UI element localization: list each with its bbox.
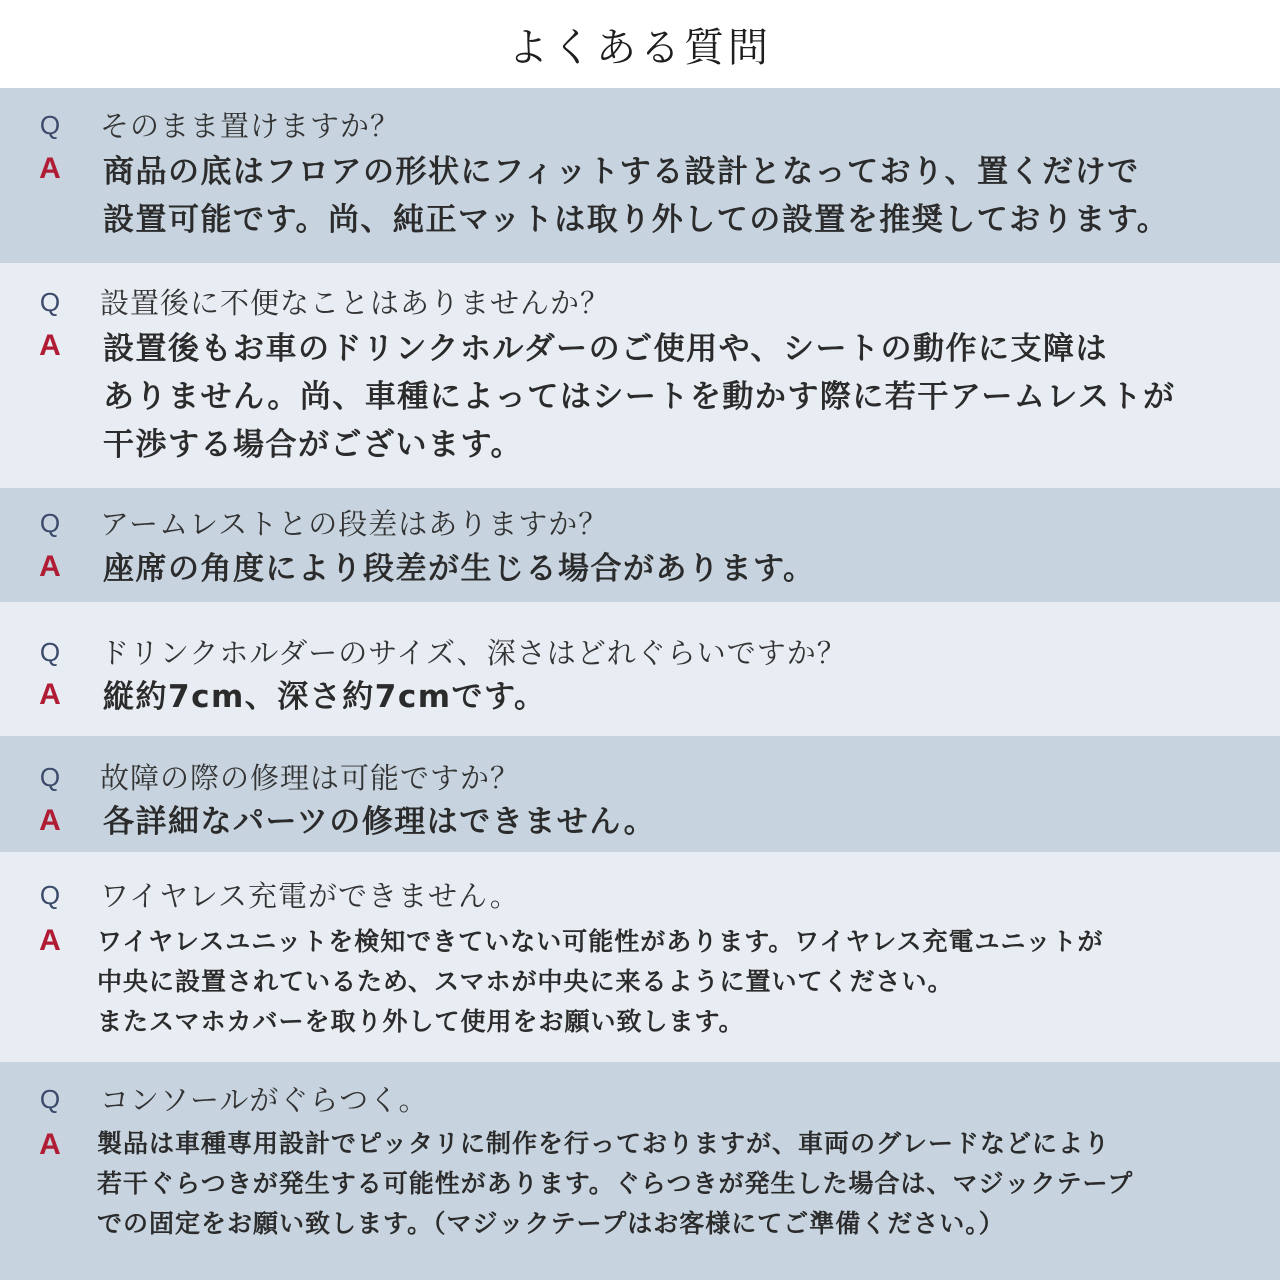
a-marker: A <box>39 924 61 957</box>
answer-line: 座席の角度により段差が生じる場合があります。 <box>103 551 816 587</box>
answer-line: 縦約7cm、深さ約7cmです。 <box>103 679 547 715</box>
faq-question: 設置後に不便なことはありませんか？ <box>100 286 611 320</box>
q-marker: Q <box>39 762 61 792</box>
answer-line: での固定をお願い致します。（マジックテープはお客様にてご準備ください。） <box>97 1209 1005 1238</box>
faq-answer <box>103 798 1260 846</box>
a-marker: A <box>39 678 61 711</box>
q-marker: Q <box>39 110 61 140</box>
faq-item-5 <box>0 736 1280 852</box>
faq-question: そのまま置けますか？ <box>100 109 401 143</box>
answer-line: ありません。尚、車種によってはシートを動かす際に若干アームレストが <box>103 379 1176 415</box>
faq-item-3 <box>0 488 1280 602</box>
answer-line: 設置後もお車のドリンクホルダーのご使用や、シートの動作に支障は <box>103 331 1109 367</box>
faq-question: アームレストとの段差はありますか？ <box>100 507 609 541</box>
answer-line: 各詳細なパーツの修理はできません。 <box>103 804 657 840</box>
q-marker: Q <box>39 287 61 317</box>
faq-item-2 <box>0 263 1280 488</box>
a-marker: A <box>39 152 61 185</box>
answer-line: 中央に設置されているため、スマホが中央に来るように置いてください。 <box>97 967 954 996</box>
page-title: よくある質問 <box>508 24 772 71</box>
faq-question: ワイヤレス充電ができません。 <box>100 879 520 913</box>
answer-line: ワイヤレスユニットを検知できていない可能性があります。ワイヤレス充電ユニットが <box>97 927 1104 956</box>
a-marker: A <box>39 550 61 583</box>
a-marker: A <box>39 804 61 837</box>
faq-item-1 <box>0 88 1280 263</box>
faq-question: ドリンクホルダーのサイズ、深さはどれぐらいですか？ <box>100 636 847 670</box>
answer-line: 商品の底はフロアの形状にフィットする設計となっており、置くだけで <box>103 154 1140 190</box>
faq-question: コンソールがぐらつく。 <box>100 1083 429 1117</box>
answer-line: 設置可能です。尚、純正マットは取り外しての設置を推奨しております。 <box>103 202 1170 238</box>
faq-item-6 <box>0 852 1280 1062</box>
answer-line: 干渉する場合がございます。 <box>103 427 524 463</box>
faq-item-4 <box>0 602 1280 736</box>
answer-line: 若干ぐらつきが発生する可能性があります。ぐらつきが発生した場合は、マジックテープ <box>97 1169 1134 1198</box>
answer-line: またスマホカバーを取り外して使用をお願い致します。 <box>97 1007 745 1036</box>
faq-answer <box>103 325 1260 469</box>
faq-answer <box>103 148 1260 244</box>
answer-line: 製品は車種専用設計でピッタリに制作を行っておりますが、車両のグレードなどにより <box>97 1129 1111 1158</box>
faq-item-7 <box>0 1062 1280 1280</box>
a-marker: A <box>39 1128 61 1161</box>
faq-answer <box>97 1124 1260 1244</box>
faq-answer <box>97 922 1260 1042</box>
q-marker: Q <box>39 880 61 910</box>
q-marker: Q <box>39 508 61 538</box>
q-marker: Q <box>39 1084 61 1114</box>
q-marker: Q <box>39 637 61 667</box>
faq-answer <box>103 545 1260 593</box>
faq-question: 故障の際の修理は可能ですか？ <box>100 761 521 795</box>
a-marker: A <box>39 329 61 362</box>
faq-answer <box>103 673 1260 721</box>
